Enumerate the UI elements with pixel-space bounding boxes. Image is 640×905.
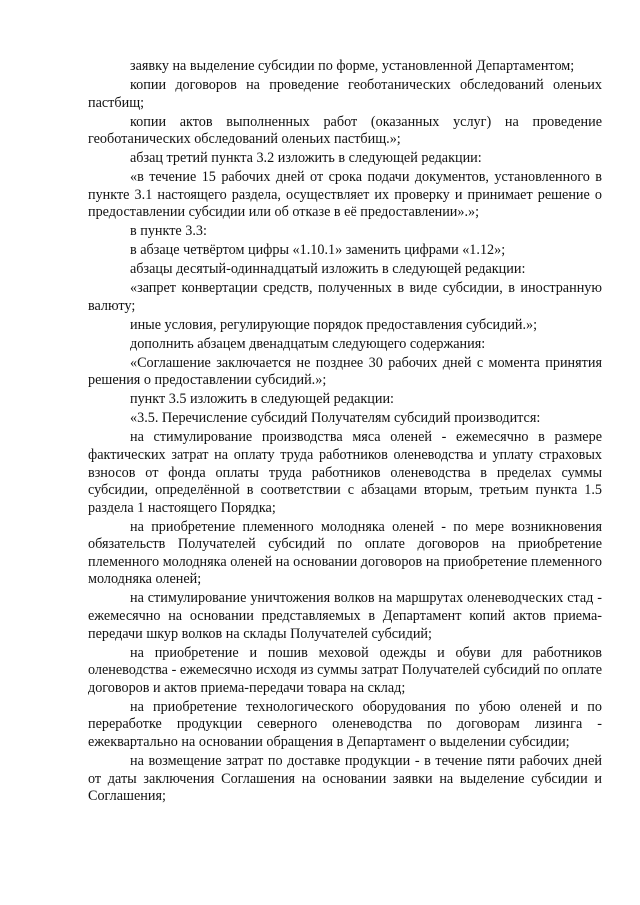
paragraph: копии договоров на проведение геоботанических обследований оленьих пастбищ; <box>88 76 602 111</box>
paragraph: «в течение 15 рабочих дней от срока подачи документов, установленного в пункте 3.1 настоящего раздела, осуществляет их проверку и принимает решение о предоставлении субсидии или об отказе в её предоставлении».»; <box>88 169 602 221</box>
paragraph: «3.5. Перечисление субсидий Получателям субсидий производится: <box>130 410 541 427</box>
paragraph: пункт 3.5 изложить в следующей редакции: <box>130 391 394 408</box>
document-body <box>88 58 602 807</box>
paragraph: дополнить абзацем двенадцатым следующего содержания: <box>130 335 486 352</box>
paragraph: абзацы десятый-одиннадцатый изложить в следующей редакции: <box>130 261 526 278</box>
paragraph: в пункте 3.3: <box>130 223 207 240</box>
paragraph: на приобретение технологического оборудования по убою оленей и по переработке продукции северного оленеводства по договорам лизинга - ежеквартально на основании обращения в Департамент о выделении субсидии; <box>88 698 602 750</box>
paragraph: на стимулирование уничтожения волков на маршрутах оленеводческих стад - ежемесячно на основании представляемых в Департамент копий актов приема-передачи шкур волков на склады Получателей субсидий; <box>88 590 602 642</box>
paragraph: на стимулирование производства мяса оленей - ежемесячно в размере фактических затрат на оплату труда работников оленеводства и уплату страховых взносов от фонда оплаты труда работников оленеводства в пределах суммы субсидии, определённой в соответствии с абзацами вторым, третьим пункта 1.5 раздела 1 настоящего Порядка; <box>88 429 602 516</box>
paragraph: иные условия, регулирующие порядок предоставления субсидий.»; <box>130 316 538 333</box>
paragraph: «Соглашение заключается не позднее 30 рабочих дней с момента принятия решения о предоставлении субсидий.»; <box>88 354 602 389</box>
paragraph: на возмещение затрат по доставке продукции - в течение пяти рабочих дней от даты заключения Соглашения на основании заявки на выделение субсидии и Соглашения; <box>88 752 602 805</box>
paragraph: на приобретение и пошив меховой одежды и обуви для работников оленеводства - ежемесячно исходя из суммы затрат Получателей субсидий по оплате договоров и актов приема-передачи товара на склад; <box>88 644 602 696</box>
paragraph: заявку на выделение субсидии по форме, установленной Департаментом; <box>130 58 575 74</box>
paragraph: абзац третий пункта 3.2 изложить в следующей редакции: <box>130 150 482 167</box>
paragraph: в абзаце четвёртом цифры «1.10.1» заменить цифрами «1.12»; <box>130 242 506 259</box>
paragraph: на приобретение племенного молодняка оленей - по мере возникновения обязательств Получателей субсидий по оплате договоров на приобретение племенного молодняка оленей на основании договоров на приобретение племенного молодняка оленей; <box>88 518 602 588</box>
paragraph: копии актов выполненных работ (оказанных услуг) на проведение геоботанических обследований оленьих пастбищ.»; <box>88 113 602 148</box>
paragraph: «запрет конвертации средств, полученных в виде субсидии, в иностранную валюту; <box>88 280 602 314</box>
